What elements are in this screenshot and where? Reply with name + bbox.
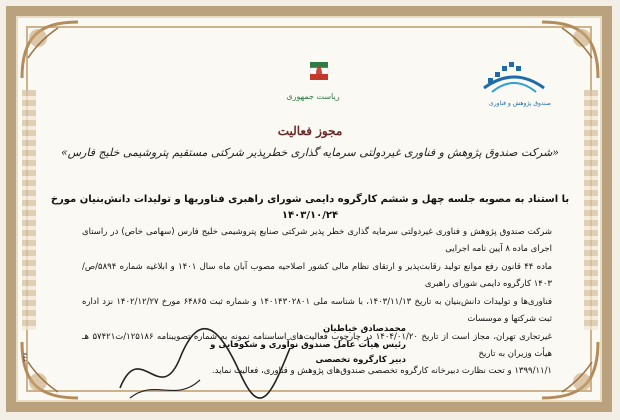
- signer-title-line: دبیر کارگروه تخصصی: [315, 355, 406, 366]
- corner-ornament-icon: [18, 338, 82, 402]
- corner-ornament-icon: [18, 18, 82, 82]
- signer-name: محمدصادق خیاطیان: [322, 324, 406, 334]
- reference-line: با استناد به مصوبه جلسه چهل و ششم کارگروه دایمی شورای راهبری فناوریها و تولیدات دانش‌بنیان مورخ ۱۴۰۳/۱۰/۲۴: [50, 194, 570, 221]
- body-line: فناوری‌ها و تولیدات دانش‌بنیان به تاریخ ۱۴۰۳/۱۱/۱۳، با شناسه ملی ۱۴۰۱۴۳۰۲۸۰۱ و شماره ثبت ۶۴۸۶۵ مورخ ۱۴۰۲/۱۲/۲۷ نزد اداره ثبت شرکتها و موسسات: [82, 296, 553, 325]
- fund-logo-text: صندوق پژوهش و فناوری: [489, 100, 551, 107]
- body-line: ۱۳۹۹/۱۱/۱ و تحت نظارت دبیرخانه کارگروه تخصصی صندوق‌های پژوهش و فناوری، فعالیت نماید.: [211, 366, 552, 377]
- company-name: «شرکت صندوق پژوهش و فناوری غیردولتی سرمایه گذاری خطرپذیر شرکتی مستقیم پتروشیمی خلیج فارس»: [60, 146, 560, 159]
- presidency-logo-text: ریاست جمهوری: [286, 92, 340, 101]
- body-line: غیرتجاری تهران، مجاز است از تاریخ ۱۴۰۴/۰۱/۲۰ در چارچوب فعالیت‌های اساسنامه نمونه به شماره تصویبنامه ۱۲۵۱۸۶/ت۵۷۴۲۱ هـ هیأت وزیران به تاریخ: [82, 331, 552, 359]
- body-line: شرکت صندوق پژوهش و فناوری غیردولتی سرمایه گذاری خطر پذیر شرکتی صنایع پتروشیمی خلیج فارس (سهامی خاص) در راستای اجرای ماده ۸ آیین نامه اجرایی: [82, 227, 552, 255]
- document-title: مجوز فعالیت: [277, 124, 343, 138]
- signer-title-line: رئیس هیأت عامل صندوق نوآوری و شکوفایی و: [210, 339, 406, 350]
- margin-code: ۲۴۸: [22, 352, 29, 362]
- handwritten-signature-icon: [100, 318, 310, 410]
- body-line: ماده ۴۴ قانون رفع موانع تولید رقابت‌پذیر و ارتقای نظام مالی کشور اصلاحیه مصوب آبان ماه سال ۱۴۰۱ و ابلاغیه شماره ۵۸۹۴/ص/۱۴۰۳ کارگروه دایمی شورای راهبری: [82, 261, 552, 290]
